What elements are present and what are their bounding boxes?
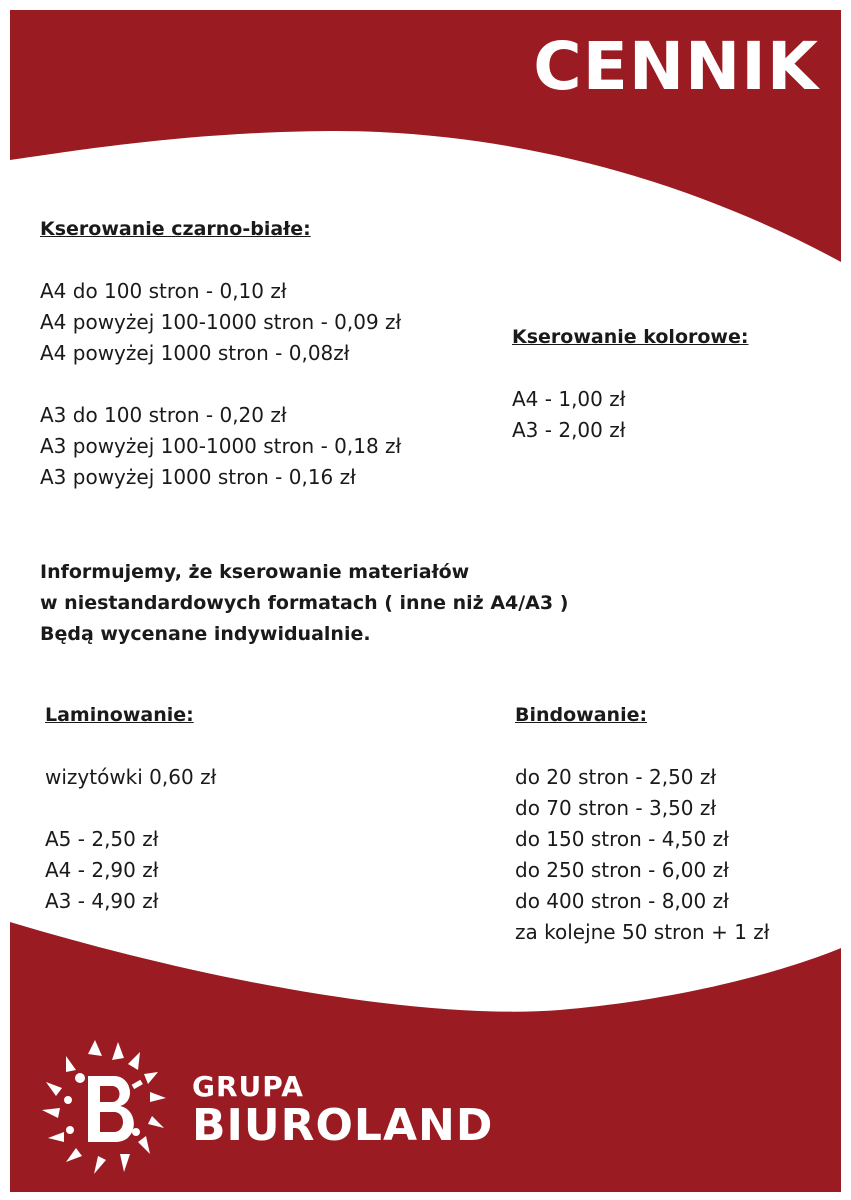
price-line: wizytówki 0,60 zł xyxy=(45,765,217,789)
color-copy-heading: Kserowanie kolorowe: xyxy=(512,326,749,348)
price-line: A4 - 2,90 zł xyxy=(45,858,159,882)
biuroland-logo-icon xyxy=(40,1038,170,1178)
page-title: CENNIK xyxy=(533,28,819,105)
price-line: do 70 stron - 3,50 zł xyxy=(515,796,717,820)
price-line: A3 - 2,00 zł xyxy=(512,418,626,442)
price-line: A3 - 4,90 zł xyxy=(45,889,159,913)
price-line: A5 - 2,50 zł xyxy=(45,827,159,851)
price-line: A3 powyżej 1000 stron - 0,16 zł xyxy=(40,465,356,489)
bw-copy-section xyxy=(40,214,401,493)
price-line: A4 - 1,00 zł xyxy=(512,387,626,411)
price-line: A3 do 100 stron - 0,20 zł xyxy=(40,403,287,427)
bw-copy-heading: Kserowanie czarno-białe: xyxy=(40,218,311,240)
price-line: A4 powyżej 100-1000 stron - 0,09 zł xyxy=(40,310,402,334)
binding-section xyxy=(515,700,769,948)
brand-wordmark xyxy=(192,1072,493,1150)
price-line: do 150 stron - 4,50 zł xyxy=(515,827,729,851)
price-line: do 20 stron - 2,50 zł xyxy=(515,765,717,789)
brand-line-2: BIUROLAND xyxy=(192,1100,494,1151)
price-line: za kolejne 50 stron + 1 zł xyxy=(515,920,770,944)
price-line: A4 do 100 stron - 0,10 zł xyxy=(40,279,287,303)
brand-line-1: GRUPA xyxy=(192,1070,304,1103)
price-line: do 250 stron - 6,00 zł xyxy=(515,858,729,882)
notice-line: w niestandardowych formatach ( inne niż A4/A3 ) xyxy=(40,592,569,614)
notice-line: Będą wycenane indywidualnie. xyxy=(40,623,371,645)
laminating-section xyxy=(45,700,216,917)
laminating-heading: Laminowanie: xyxy=(45,704,194,726)
price-line: A3 powyżej 100-1000 stron - 0,18 zł xyxy=(40,434,402,458)
color-copy-section xyxy=(512,322,748,446)
notice-line: Informujemy, że kserowanie materiałów xyxy=(40,561,470,583)
price-line: do 400 stron - 8,00 zł xyxy=(515,889,729,913)
custom-format-notice xyxy=(40,557,568,650)
binding-heading: Bindowanie: xyxy=(515,704,648,726)
price-line: A4 powyżej 1000 stron - 0,08zł xyxy=(40,341,350,365)
